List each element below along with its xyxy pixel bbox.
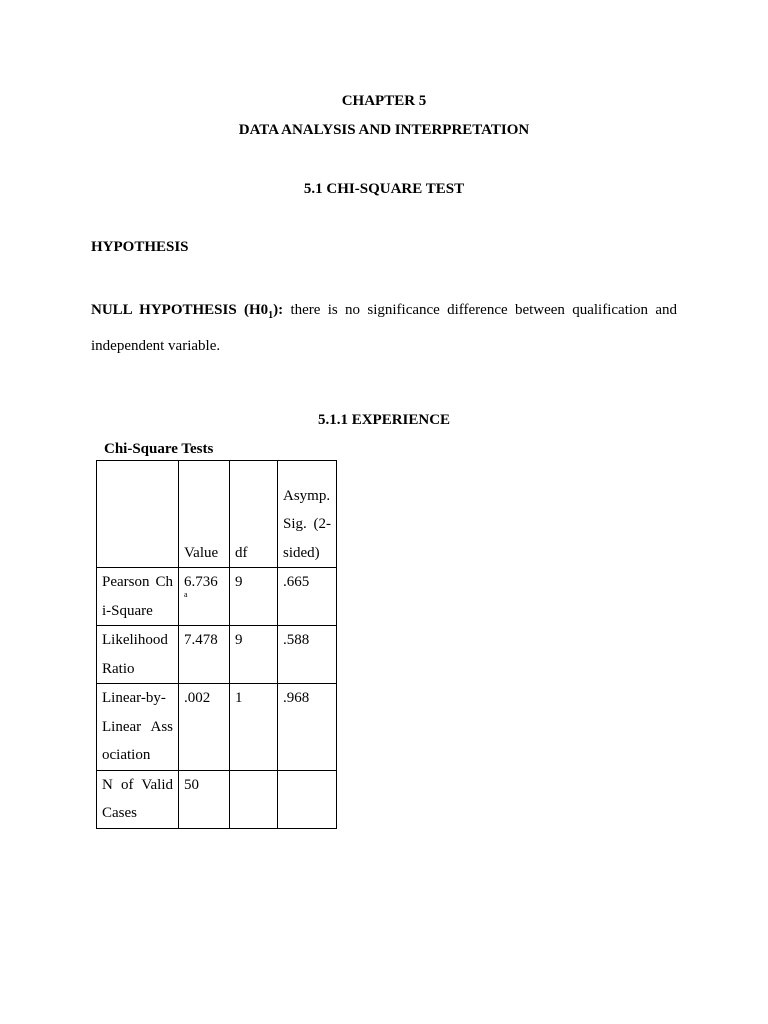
row-value: 50 — [179, 770, 230, 828]
row-df — [230, 770, 278, 828]
section-heading: 5.1 CHI-SQUARE TEST — [303, 181, 465, 197]
row-sig: .588 — [278, 626, 337, 684]
row-df: 9 — [230, 568, 278, 626]
table-caption: Chi-Square Tests — [104, 441, 214, 457]
null-hypothesis-paragraph — [91, 295, 677, 361]
row-label: N of Valid Cases — [97, 770, 179, 828]
null-hypothesis-label: NULL HYPOTHESIS $(H0_1)$: — [91, 302, 284, 321]
row-label: Linear-by-Linear Association — [97, 684, 179, 771]
table-row — [97, 568, 337, 626]
header-cell-asymp-sig: Asymp. Sig. (2-sided) — [278, 461, 337, 568]
table-header-row — [97, 461, 337, 568]
row-sig — [278, 770, 337, 828]
table-row — [97, 626, 337, 684]
subsection-heading: 5.1.1 EXPERIENCE — [317, 412, 451, 428]
row-sig: .968 — [278, 684, 337, 771]
row-label: Pearson Chi-Square — [97, 568, 179, 626]
row-sig: .665 — [278, 568, 337, 626]
row-value: 7.478 — [179, 626, 230, 684]
chapter-title: DATA ANALYSIS AND INTERPRETATION — [238, 122, 530, 138]
null-hypothesis-text: there is no significance difference between qualification and independent variable. — [91, 302, 677, 354]
header-cell-df: df — [230, 461, 278, 568]
row-value: .002 — [179, 684, 230, 771]
row-value: 6.736 a — [179, 568, 230, 626]
chapter-heading: CHAPTER 5 — [341, 93, 427, 109]
chi-square-table — [96, 460, 337, 829]
null-hypothesis-subscript: 1 — [268, 310, 274, 321]
footnote-marker: a — [184, 589, 188, 599]
header-cell-value: Value — [179, 461, 230, 568]
hypothesis-heading: HYPOTHESIS — [91, 239, 189, 255]
table-row — [97, 684, 337, 771]
row-label: Likelihood Ratio — [97, 626, 179, 684]
header-cell-empty — [97, 461, 179, 568]
table-row — [97, 770, 337, 828]
row-df: 9 — [230, 626, 278, 684]
row-df: 1 — [230, 684, 278, 771]
